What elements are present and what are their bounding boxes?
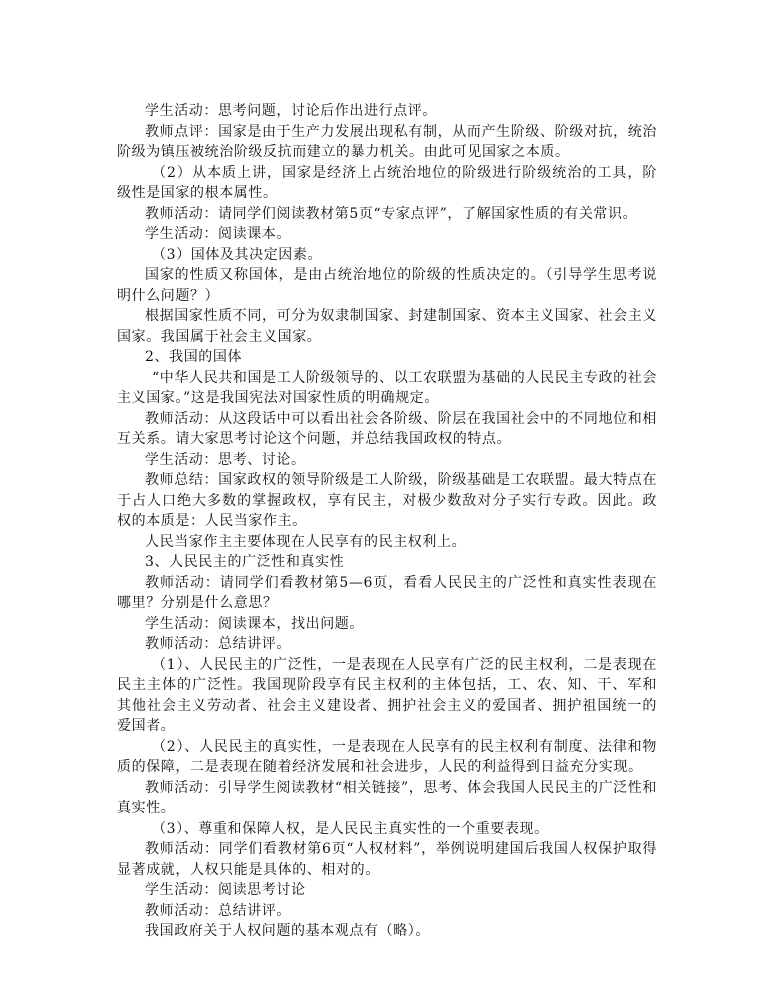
paragraph-student-activity-1: 学生活动：思考问题，讨论后作出进行点评。 — [145, 103, 437, 119]
document-body — [117, 101, 657, 942]
paragraph-teacher-activity-7: 教师活动：总结讲评。 — [145, 902, 291, 919]
paragraph-teacher-activity-2: 教师活动：从这段话中可以看出社会各阶级、阶层在我国社会中的不同地位和相互关系。请大家思考讨论这个问题，并总结我国政权的特点。 — [117, 410, 657, 447]
paragraph-student-activity-2: 学生活动：阅读课本。 — [145, 226, 291, 242]
paragraph-authenticity: （2）、人民民主的真实性，一是表现在人民享有的民主权利有制度、法律和物质的保障，二是表现在随着经济发展和社会进步，人民的利益得到日益充分实现。 — [117, 738, 657, 775]
paragraph-teacher-activity-6: 教师活动：同学们看教材第6页“人权材料”，举例说明建国后我国人权保护取得显著成就，人权只能是具体的、相对的。 — [117, 841, 657, 878]
paragraph-student-activity-5: 学生活动：阅读思考讨论 — [145, 882, 306, 898]
paragraph-point-2: （2）从本质上讲，国家是经济上占统治地位的阶级进行阶级统治的工具，阶级性是国家的根本属性。 — [117, 164, 657, 201]
paragraph-student-activity-4: 学生活动：阅读课本，找出问题。 — [145, 615, 364, 632]
paragraph-point-3: （3）国体及其决定因素。 — [152, 246, 323, 263]
paragraph-national-nature: 国家的性质又称国体，是由占统治地位的阶级的性质决定的。（引导学生思考说明什么问题？） — [117, 267, 657, 304]
paragraph-teacher-comment: 教师点评：国家是由于生产力发展出现私有制，从而产生阶级、阶级对抗，统治阶级为镇压被统治阶级反抗而建立的暴力机关。由此可见国家之本质。 — [117, 123, 657, 160]
paragraph-state-types: 根据国家性质不同，可分为奴隶制国家、封建制国家、资本主义国家、社会主义国家。我国属于社会主义国家。 — [117, 308, 657, 345]
paragraph-breadth: （1）、人民民主的广泛性，一是表现在人民享有广泛的民主权利，二是表现在民主主体的广泛性。我国现阶段享有民主权利的主体包括，工、农、知、干、军和其他社会主义劳动者、社会主义建设者、拥护社会主义的爱国者、拥护祖国统一的爱国者。 — [117, 656, 657, 734]
section-heading-2: 2、我国的国体 — [145, 349, 243, 365]
paragraph-government-view: 我国政府关于人权问题的基本观点有（略）。 — [145, 923, 430, 939]
paragraph-teacher-activity-4: 教师活动：总结讲评。 — [145, 636, 291, 652]
paragraph-teacher-summary: 教师总结：国家政权的领导阶级是工人阶级，阶级基础是工农联盟。最大特点在于占人口绝大多数的掌握政权，享有民主，对极少数敌对分子实行专政。因此。政权的本质是：人民当家作主。 — [117, 472, 657, 529]
paragraph-teacher-activity-5: 教师活动：引导学生阅读教材“相关链接”，思考、体会我国人民民主的广泛性和真实性。 — [117, 779, 657, 816]
paragraph-people-master: 人民当家作主主要体现在人民享有的民主权利上。 — [145, 533, 467, 550]
paragraph-teacher-activity-3: 教师活动：请同学们看教材第5—6页，看看人民民主的广泛性和真实性表现在哪里？分别是什么意思？ — [117, 574, 657, 611]
paragraph-student-activity-3: 学生活动：思考、讨论。 — [145, 451, 306, 468]
paragraph-teacher-activity-1: 教师活动：请同学们阅读教材第5页“专家点评”，了解国家性质的有关常识。 — [145, 205, 638, 222]
section-heading-3: 3、人民民主的广泛性和真实性 — [145, 554, 345, 570]
paragraph-constitution-quote: “中华人民共和国是工人阶级领导的、以工农联盟为基础的人民民主专政的社会主义国家。”这是我国宪法对国家性质的明确规定。 — [117, 369, 657, 406]
paragraph-human-rights: （3）、尊重和保障人权，是人民民主真实性的一个重要表现。 — [152, 820, 549, 837]
